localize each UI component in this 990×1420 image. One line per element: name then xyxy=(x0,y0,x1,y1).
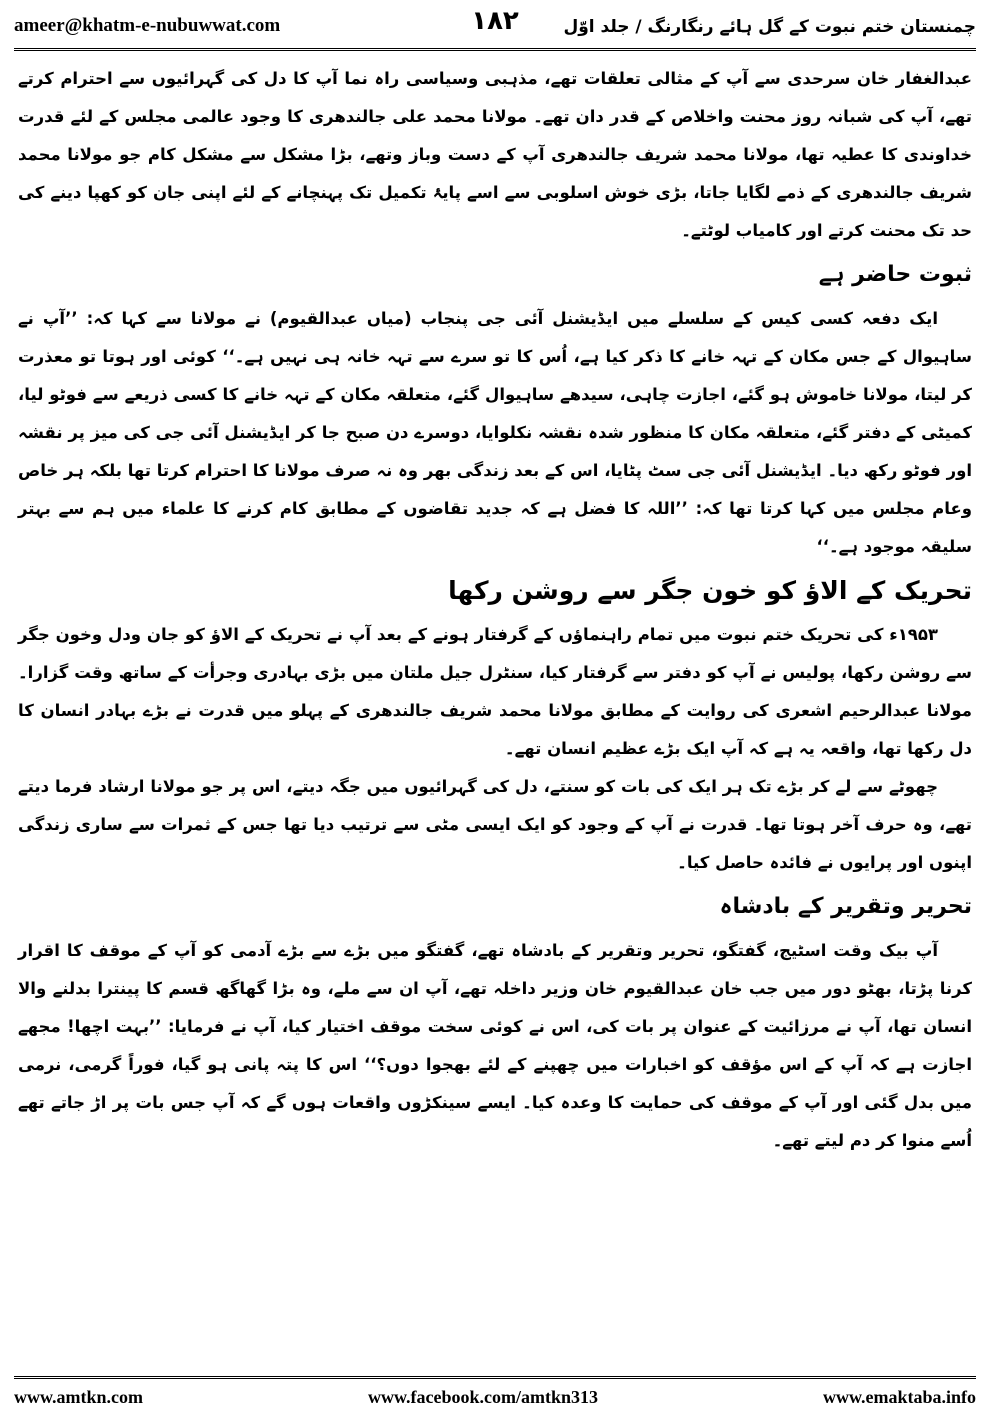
header-email: ameer@khatm-e-nubuwwat.com xyxy=(14,15,281,36)
header-divider xyxy=(14,48,976,51)
footer-link-right[interactable]: www.emaktaba.info xyxy=(822,1386,976,1407)
footer-link-left[interactable]: www.amtkn.com xyxy=(14,1386,143,1407)
paragraph: عبدالغفار خان سرحدی سے آپ کے مثالی تعلقات تھے، مذہبی وسیاسی راہ نما آپ کا دل کی گہرائیوں سے احترام کرتے تھے، آپ کی شبانہ روز محنت واخلاص کے قدر دان تھے۔ مولانا محمد علی جالندھری کا وجود عالمی مجلس کے لئے قدرت خداوندی کا عطیہ تھا، مولانا محمد شریف جالندھری آپ کے دست وباز وتھے، بڑا مشکل سے مشکل کام جو مولانا محمد شریف جالندھری کے ذمے لگایا جاتا، بڑی خوش اسلوبی سے اسے پایۂ تکمیل تک پہنچانے کے لئے اپنی جان کو کھپا دینے کی حد تک محنت کرتے اور کامیاب لوٹتے۔ xyxy=(18,69,972,240)
section-heading: تحریر وتقریر کے بادشاہ xyxy=(719,894,972,919)
page-header xyxy=(14,6,976,46)
section-heading: تحریک کے الاؤ کو خون جگر سے روشن رکھا xyxy=(448,576,972,605)
page-body xyxy=(18,60,972,1160)
paragraph: ۱۹۵۳ء کی تحریک ختم نبوت میں تمام راہنماؤں کے گرفتار ہونے کے بعد آپ نے تحریک کے الاؤ کو جان ودل وخون جگر سے روشن رکھا، پولیس نے آپ کو دفتر سے گرفتار کیا، سنٹرل جیل ملتان میں بڑی بہادری وجرأت کے ساتھ وقت گزارا۔ مولانا عبدالرحیم اشعری کی روایت کے مطابق مولانا محمد شریف جالندھری کے پہلو میں قدرت نے بڑے بہادر انسان کا دل رکھا تھا، واقعہ یہ ہے کہ آپ ایک بڑے عظیم انسان تھے۔ xyxy=(18,625,972,758)
footer-divider xyxy=(14,1376,976,1379)
section-heading: ثبوت حاضر ہے xyxy=(818,262,972,287)
page-number: ۱۸۲ xyxy=(471,6,519,36)
book-title: چمنستان ختم نبوت کے گل ہائے رنگارنگ / جلد اوّل xyxy=(563,16,976,37)
paragraph: چھوٹے سے لے کر بڑے تک ہر ایک کی بات کو سنتے، دل کی گہرائیوں میں جگہ دیتے، اس پر جو مولانا ارشاد فرما دیتے تھے، وہ حرف آخر ہوتا تھا۔ قدرت نے آپ کے وجود کو ایک ایسی مٹی سے ترتیب دیا تھا جس کے ثمرات سے ساری زندگی اپنوں اور پرایوں نے فائدہ حاصل کیا۔ xyxy=(18,777,972,872)
paragraph: آپ بیک وقت اسٹیج، گفتگو، تحریر وتقریر کے بادشاہ تھے، گفتگو میں بڑے سے بڑے آدمی کو آپ کے موقف کا اقرار کرنا پڑتا، بھٹو دور میں جب خان عبدالقیوم خان وزیر داخلہ تھے، آپ ان سے ملے، وہ بڑا گھاگھ قسم کا پینترا بدلنے والا انسان تھا، آپ نے مرزائیت کے عنوان پر بات کی، اس نے کوئی سخت موقف اختیار کیا، آپ نے فرمایا: ’’بہت اچھا! مجھے اجازت ہے کہ آپ کے اس مؤقف کو اخبارات میں چھپنے کے لئے بھجوا دوں؟‘‘ اس کا پتہ پانی ہو گیا، فوراً گرمی، نرمی میں بدل گئی اور آپ کے موقف کی حمایت کا وعدہ کیا۔ ایسے سینکڑوں واقعات ہوں گے کہ آپ جس بات پر اڑ جاتے تھے اُسے منوا کر دم لیتے تھے۔ xyxy=(18,941,972,1150)
footer-link-center[interactable]: www.facebook.com/amtkn313 xyxy=(367,1386,598,1407)
page-footer xyxy=(14,1382,976,1412)
paragraph: ایک دفعہ کسی کیس کے سلسلے میں ایڈیشنل آئی جی پنجاب (میاں عبدالقیوم) نے مولانا سے کہا کہ: ’’آپ نے ساہیوال کے جس مکان کے تہہ خانے کا ذکر کیا ہے، اُس کا تو سرے سے تہہ خانہ ہی نہیں ہے۔‘‘ کوئی اور ہوتا تو معذرت کر لیتا، مولانا خاموش ہو گئے، اجازت چاہی، سیدھے ساہیوال گئے، متعلقہ مکان کے تہہ خانے کا کسی ذریعے سے فوٹو لیا، کمیٹی کے دفتر گئے، متعلقہ مکان کا منظور شدہ نقشہ نکلوایا، دوسرے دن صبح جا کر ایڈیشنل آئی جی کی میز پر نقشہ اور فوٹو رکھ دیا۔ ایڈیشنل آئی جی سٹ پٹایا، اس کے بعد زندگی بھر وہ نہ صرف مولانا کا احترام کرتا تھا بلکہ ہر خاص وعام مجلس میں کہا کرتا تھا کہ: ’’اللہ کا فضل ہے کہ جدید تقاضوں کے مطابق کام کرنے کا علماء میں ہم سے بہتر سلیقہ موجود ہے۔‘‘ xyxy=(18,309,972,556)
